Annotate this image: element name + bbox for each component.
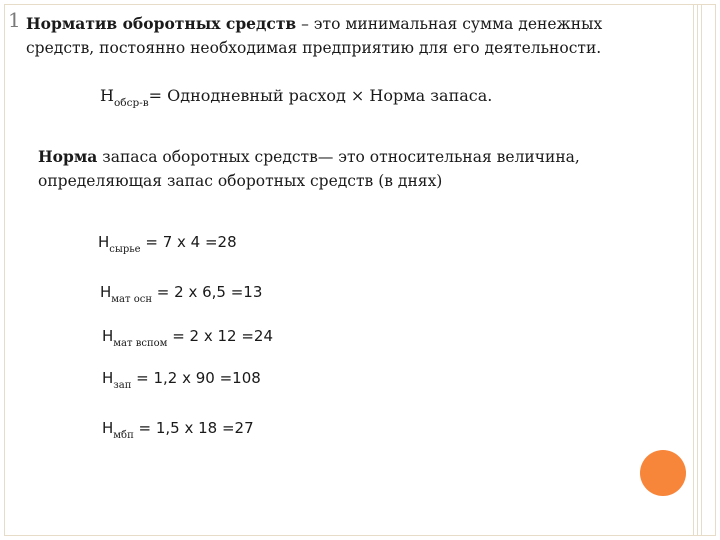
calc-symbol: Н: [100, 283, 112, 301]
decorative-orange-circle: [640, 450, 686, 496]
calc-symbol: Н: [102, 327, 114, 345]
definition-paragraph-1: [26, 12, 656, 60]
calc-subscript: сырье: [109, 244, 141, 255]
main-formula: [100, 86, 492, 108]
calc-line-spare-parts: [102, 368, 261, 391]
formula-text: = Однодневный расход × Норма запаса.: [148, 86, 493, 105]
calc-line-raw-materials: [98, 232, 237, 255]
definition-text-2: запаса оборотных средств— это относительная величина, определяющая запас оборотных средств (в днях): [38, 148, 580, 190]
frame-right-line-2: [697, 4, 698, 536]
calc-expression: = 1,2 х 90 =108: [131, 369, 261, 387]
slide-frame: [4, 4, 716, 536]
formula-symbol: Н: [100, 86, 114, 105]
calc-symbol: Н: [102, 369, 114, 387]
calc-line-aux-materials: [102, 326, 273, 349]
slide-number: 1: [8, 8, 21, 32]
calc-expression: = 2 х 6,5 =13: [152, 283, 263, 301]
calc-subscript: мат вспом: [113, 338, 168, 349]
definition-term-2: Норма: [38, 147, 98, 166]
calc-symbol: Н: [98, 233, 110, 251]
calc-expression: = 7 х 4 =28: [140, 233, 237, 251]
calc-subscript: мбп: [113, 430, 134, 441]
frame-right-line-1: [693, 4, 694, 536]
calc-expression: = 2 х 12 =24: [167, 327, 274, 345]
frame-right-line-3: [701, 4, 702, 536]
calc-line-main-materials: [100, 282, 262, 305]
definition-paragraph-2: [38, 145, 638, 193]
calc-symbol: Н: [102, 419, 114, 437]
calc-subscript: зап: [113, 380, 132, 391]
calc-line-low-value-items: [102, 418, 254, 441]
calc-expression: = 1,5 х 18 =27: [133, 419, 254, 437]
calc-subscript: мат осн: [111, 294, 153, 305]
definition-term-1: Норматив оборотных средств: [26, 14, 297, 33]
definition-text-1: – это минимальная сумма денежных средств, постоянно необходимая предприятию для его деятельности.: [26, 15, 603, 57]
formula-subscript: обср-в: [113, 97, 149, 109]
